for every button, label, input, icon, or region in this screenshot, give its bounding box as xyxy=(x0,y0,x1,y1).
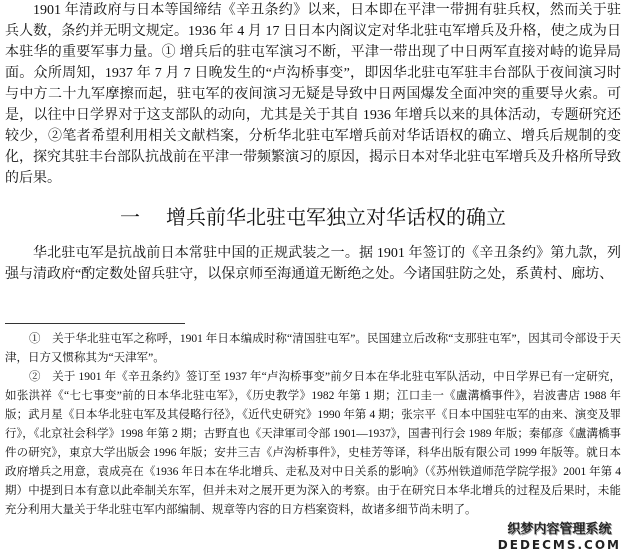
paragraph-line: 华北驻屯军是抗战前日本常驻中国的正规武装之一。据 1901 年签订的《辛丑条约》第九款，列 xyxy=(33,246,621,261)
paragraph-2 xyxy=(5,243,621,285)
paragraph-1 xyxy=(5,0,621,189)
paragraph-line: 日本驻华的重要军事力量。① 增兵后的驻屯军演习不断，平津一带出现了中日两军直接对峙的诡异 xyxy=(5,24,621,60)
footnote-1 xyxy=(5,330,621,368)
paragraph-line: 索。可是，以往中日学界对于这支部队的动向，尤其是关于其自 1936 年增兵以来的具体活动，专题 xyxy=(5,87,622,123)
watermark-en: DEDECMS.COM xyxy=(497,538,621,552)
footnote-line: ① 关于华北驻屯军之称呼，1901 年日本编成时称“清国驻屯军”。民国建立后改称“支那驻屯军”，因其司令部设于 xyxy=(29,333,610,345)
section-number: 一 xyxy=(120,205,140,229)
footnote-line: 天津，日方又惯称其为“天津军”。 xyxy=(5,333,621,364)
paragraph-line: 所导致的后果。 xyxy=(5,150,621,186)
footnote-2 xyxy=(5,368,621,520)
footnote-line: ② 关于 1901 年《辛丑条约》签订至 1937 年“卢沟桥事变”前夕日本在华北驻屯军队活动，中日学界已有一定研究，如 xyxy=(5,371,621,402)
footnote-line: 有意以此牵制关东军，但并未对之展开更为深入的考察。由于在研究日本华北增兵的过程及后果时，未能充分利用大 xyxy=(5,485,621,516)
section-heading xyxy=(5,203,621,231)
footnote-divider xyxy=(5,323,185,324)
footnote-line: 张洪祥《“七七事变”前的日本华北驻屯军》，《历史教学》1982 年第 1 期；江口圭一《盧溝橋事件》，岩波書店 1988 年版；武 xyxy=(5,390,622,421)
footnote-line: 量关于华北驻屯军内部编制、规章等内容的日方档案资料，故诸多细节尚未明了。 xyxy=(62,504,477,516)
footnote-line: 東京大学出版会 1996 年版；安井三吉《卢沟桥事件》，史桂芳等译，科华出版有限公司 1999 年版等。就日本政府增兵之用 xyxy=(5,447,621,478)
paragraph-line: 的变化，探究其驻丰台部队抗战前在平津一带频繁演习的原因，揭示日本对华北驻屯军增兵及升格 xyxy=(5,129,622,165)
watermark-cn: 织梦内容管理系统 xyxy=(507,522,612,537)
paragraph-line: 兵人数，条约并无明文规定。1936 年 4 月 17 日日本内阁议定对华北驻屯军增兵及升格，使之成为 xyxy=(5,24,607,39)
footnote-line: 京社会科学》1998 年第 2 期；古野直也《天津軍司令部 1901—1937》，国書刊行会 1989 年版；秦郁彦《盧溝橋事件の研究》， xyxy=(5,428,621,459)
paragraph-line: 强与清政府“酌定数处留兵驻守，以保京师至海通道无断绝之处。今诸国驻防之处，系黄村、廊坊、 xyxy=(5,267,614,282)
paragraph-line: 1901 年清政府与日本等国缔结《辛丑条约》以来，日本即在平津一带拥有驻兵权，然而关于驻 xyxy=(33,3,621,18)
paragraph-line: 局面。众所周知，1937 年 7 月 7 日晚发生的“卢沟桥事变”，即因华北驻屯军驻丰台部队于夜间演 xyxy=(5,45,621,81)
section-title: 增兵前华北驻屯军独立对华话权的确立 xyxy=(166,205,506,229)
footnotes xyxy=(5,330,621,520)
watermark xyxy=(5,522,621,553)
footnote-line: 月星《日本华北驻屯军及其侵略行径》，《近代史研究》1990 年第 4 期；张宗平《日本中国驻屯军的由来、演变及罪行》，《北 xyxy=(5,409,622,440)
paragraph-line: 研究还较少，②笔者希望利用相关文献档案，分析华北驻屯军增兵前对华话语权的确立、增兵后规制 xyxy=(5,108,622,144)
footnote-line: 意，袁成亮在《1936 年日本在华北增兵、走私及对中日关系的影响》（《苏州铁道师范学院学报》2001 年第 4 期）中提到日本 xyxy=(5,466,621,497)
paragraph-line: 习时与中方二十九军摩擦而起，驻屯军的夜间演习无疑是导致中日两国爆发全面冲突的重要导火 xyxy=(5,66,621,102)
